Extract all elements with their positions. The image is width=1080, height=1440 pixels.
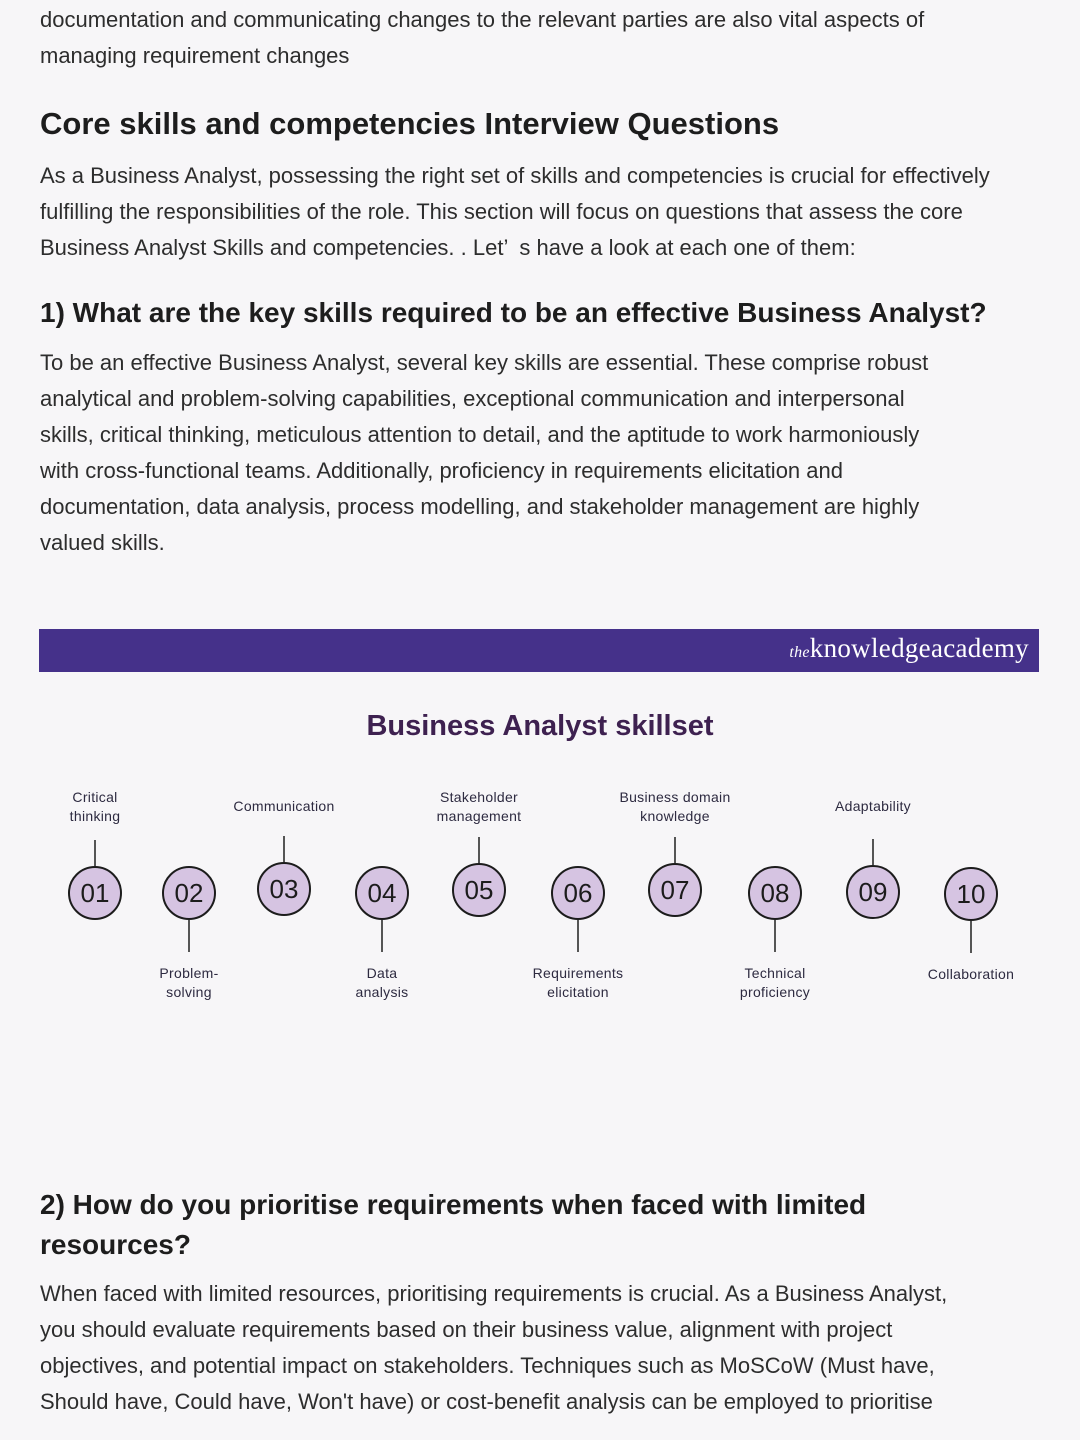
q2-line: Should have, Could have, Won't have) or cost-benefit analysis can be employed to prioritise	[40, 1389, 933, 1414]
q2-line: you should evaluate requirements based on their business value, alignment with project	[40, 1317, 893, 1342]
section-line: Business Analyst Skills and competencies. . Let’ s have a look at each one of them:	[40, 235, 856, 260]
section-heading: Core skills and competencies Interview Questions	[40, 106, 780, 141]
intro-paragraph	[40, 2, 1040, 74]
skill-label	[20, 788, 170, 826]
skill-number-circle: 06	[551, 866, 605, 920]
skill-connector-line	[577, 920, 579, 952]
brand-name: knowledgeacademy	[809, 633, 1029, 663]
skill-number-circle: 08	[748, 866, 802, 920]
skill-connector-line	[94, 840, 96, 866]
skill-label-line: Technical	[744, 965, 806, 981]
skill-label-line: Requirements	[532, 965, 624, 981]
q2-heading-block	[40, 1185, 1040, 1265]
skill-connector-line	[478, 837, 480, 863]
skill-label-line: solving	[166, 984, 212, 1000]
skill-number-circle: 01	[68, 866, 122, 920]
brand-logo	[789, 633, 1029, 664]
skill-label	[307, 964, 457, 1002]
skill-label-line: Adaptability	[835, 798, 911, 814]
skill-label-line: Communication	[233, 798, 335, 814]
skill-number-circle: 10	[944, 867, 998, 921]
skill-label-line: Critical	[72, 789, 118, 805]
skill-label-line: analysis	[355, 984, 409, 1000]
q2-paragraph	[40, 1276, 1040, 1420]
skill-connector-line	[188, 920, 190, 952]
skill-label	[896, 965, 1046, 984]
skill-label-line: knowledge	[640, 808, 710, 824]
section-heading-block	[40, 106, 1040, 142]
skill-number-circle: 04	[355, 866, 409, 920]
intro-line: managing requirement changes	[40, 43, 350, 68]
q1-line: valued skills.	[40, 530, 165, 555]
intro-line: documentation and communicating changes to the relevant parties are also vital aspects of	[40, 7, 925, 32]
q2-line: objectives, and potential impact on stakeholders. Techniques such as MoSCoW (Must have,	[40, 1353, 935, 1378]
skill-number-circle: 05	[452, 863, 506, 917]
q2-line: When faced with limited resources, prioritising requirements is crucial. As a Business Analyst,	[40, 1281, 948, 1306]
skill-connector-line	[674, 837, 676, 863]
q2-heading-line: resources?	[40, 1229, 191, 1260]
q1-line: To be an effective Business Analyst, several key skills are essential. These comprise robust	[40, 350, 929, 375]
skill-label	[503, 964, 653, 1002]
skill-number-circle: 03	[257, 862, 311, 916]
infographic-title: Business Analyst skillset	[366, 710, 714, 742]
q1-line: skills, critical thinking, meticulous attention to detail, and the aptitude to work harmoniously	[40, 422, 920, 447]
q1-line: documentation, data analysis, process modelling, and stakeholder management are highly	[40, 494, 920, 519]
skill-number-circle: 07	[648, 863, 702, 917]
skill-number-circle: 09	[846, 865, 900, 919]
skill-connector-line	[774, 920, 776, 952]
section-line: fulfilling the responsibilities of the role. This section will focus on questions that assess the core	[40, 199, 963, 224]
skill-connector-line	[872, 839, 874, 865]
skill-label-line: Stakeholder	[439, 789, 519, 805]
brand-prefix: the	[789, 644, 810, 661]
skill-label	[114, 964, 264, 1002]
section-line: As a Business Analyst, possessing the right set of skills and competencies is crucial for effectively	[40, 163, 990, 188]
skill-label-line: elicitation	[547, 984, 609, 1000]
skill-label-line: proficiency	[739, 984, 811, 1000]
skill-label-line: thinking	[69, 808, 121, 824]
q1-paragraph	[40, 345, 1040, 561]
skill-connector-line	[970, 921, 972, 953]
q2-heading-line: 2) How do you prioritise requirements when faced with limited	[40, 1189, 867, 1220]
q1-heading-block	[40, 293, 1040, 333]
skill-label	[700, 964, 850, 1002]
skill-label-line: Data	[366, 965, 398, 981]
skill-label-line: Problem-	[159, 965, 219, 981]
section-paragraph	[40, 158, 1040, 266]
skill-label-line: Business domain	[619, 789, 731, 805]
skill-label	[209, 797, 359, 816]
q1-line: with cross-functional teams. Additionally, proficiency in requirements elicitation and	[40, 458, 843, 483]
skill-label	[798, 797, 948, 816]
skill-connector-line	[283, 836, 285, 862]
q1-heading: 1) What are the key skills required to be an effective Business Analyst?	[40, 297, 987, 328]
skill-label-line: management	[436, 808, 522, 824]
q1-line: analytical and problem-solving capabilities, exceptional communication and interpersonal	[40, 386, 905, 411]
skill-label	[600, 788, 750, 826]
skill-label-line: Collaboration	[927, 966, 1015, 982]
brand-banner	[39, 629, 1039, 672]
skill-label	[404, 788, 554, 826]
skill-connector-line	[381, 920, 383, 952]
skill-number-circle: 02	[162, 866, 216, 920]
